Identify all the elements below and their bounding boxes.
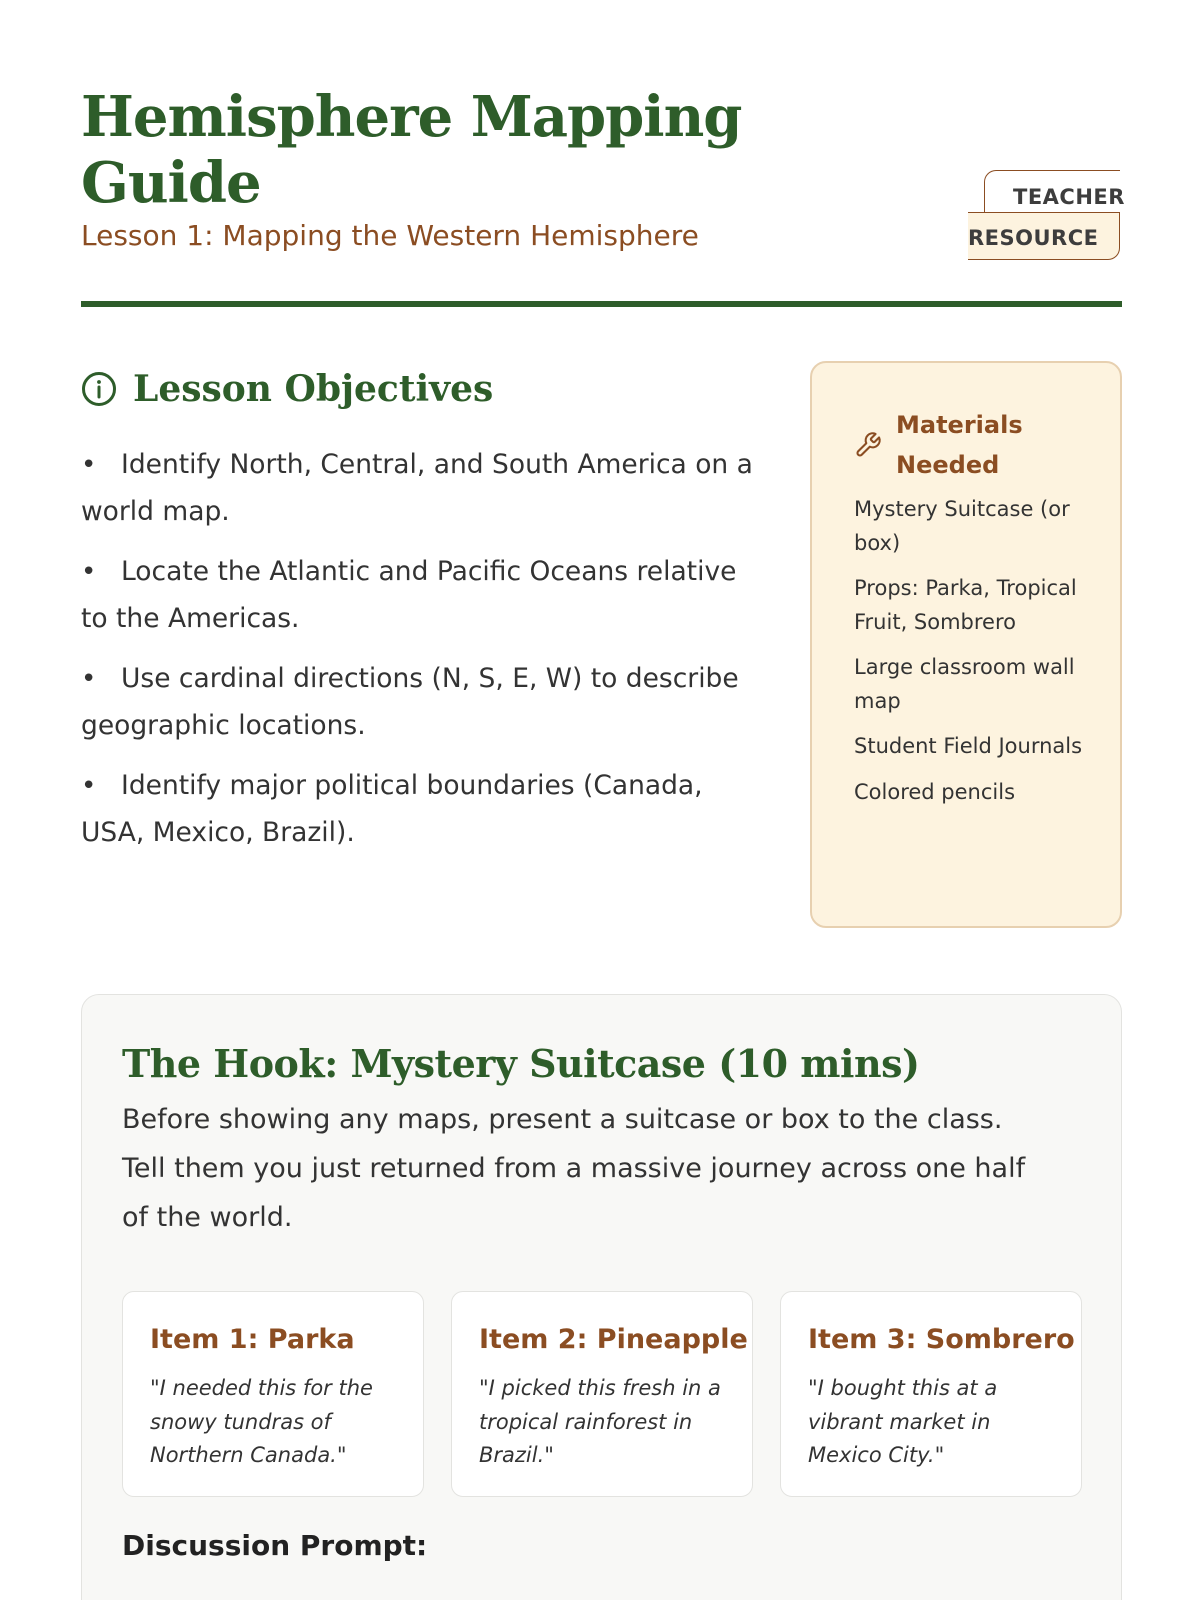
page-subtitle: Lesson 1: Mapping the Western Hemisphere	[81, 219, 699, 252]
objective-item	[81, 656, 761, 749]
badge-line1: TEACHER	[1013, 185, 1125, 209]
bullet-icon: •	[81, 664, 97, 694]
info-icon	[81, 371, 117, 407]
item-quote: "I needed this for the snowy tundras of Northern Canada."	[150, 1376, 373, 1467]
objective-text: Locate the Atlantic and Pacific Oceans relative to the Americas.	[81, 556, 737, 634]
material-item: Colored pencils	[854, 779, 1016, 804]
suitcase-items	[122, 1291, 1082, 1497]
hook-title: The Hook: Mystery Suitcase (10 mins)	[122, 1041, 920, 1086]
material-item: Props: Parka, Tropical Fruit, Sombrero	[854, 576, 1077, 634]
header-divider	[81, 301, 1122, 307]
item-quote: "I bought this at a vibrant market in Mexico City."	[808, 1376, 998, 1467]
discussion-prompt-label: Discussion Prompt:	[122, 1529, 428, 1562]
item-card-sombrero	[780, 1291, 1082, 1497]
teacher-resource-badge	[968, 170, 1125, 270]
badge-line2: RESOURCE	[968, 226, 1099, 250]
objective-item	[81, 763, 761, 856]
bullet-icon: •	[81, 450, 97, 480]
objective-item	[81, 442, 761, 535]
badge-bottom-tab	[968, 212, 1120, 260]
objective-text: Use cardinal directions (N, S, E, W) to describe geographic locations.	[81, 663, 739, 741]
objectives-header	[81, 364, 493, 414]
objectives-title: Lesson Objectives	[133, 368, 494, 410]
objective-text: Identify North, Central, and South America on a world map.	[81, 449, 753, 527]
bullet-icon: •	[81, 557, 97, 587]
wrench-icon	[854, 431, 882, 459]
material-item: Large classroom wall map	[854, 655, 1075, 713]
materials-panel	[810, 361, 1122, 928]
item-card-pineapple	[451, 1291, 753, 1497]
item-quote: "I picked this fresh in a tropical rainforest in Brazil."	[479, 1376, 721, 1467]
badge-top-tab	[984, 170, 1125, 212]
material-item: Mystery Suitcase (or box)	[854, 497, 1070, 555]
item-card-parka	[122, 1291, 424, 1497]
objective-text: Identify major political boundaries (Canada, USA, Mexico, Brazil).	[81, 770, 703, 848]
item-title: Item 3: Sombrero	[808, 1324, 1075, 1355]
item-title: Item 2: Pineapple	[479, 1324, 748, 1355]
item-title: Item 1: Parka	[150, 1324, 355, 1355]
materials-header	[854, 405, 1046, 485]
materials-list	[854, 493, 1094, 821]
objectives-list	[81, 442, 761, 870]
hook-section	[81, 994, 1122, 1600]
materials-title: Materials Needed	[896, 411, 1023, 479]
bullet-icon: •	[81, 771, 97, 801]
objective-item	[81, 549, 761, 642]
page-title: Hemisphere Mapping Guide	[81, 84, 742, 216]
material-item: Student Field Journals	[854, 734, 1083, 758]
hook-intro: Before showing any maps, present a suitcase or box to the class. Tell them you just returned from a massive journey across one half of the world.	[122, 1104, 1026, 1233]
